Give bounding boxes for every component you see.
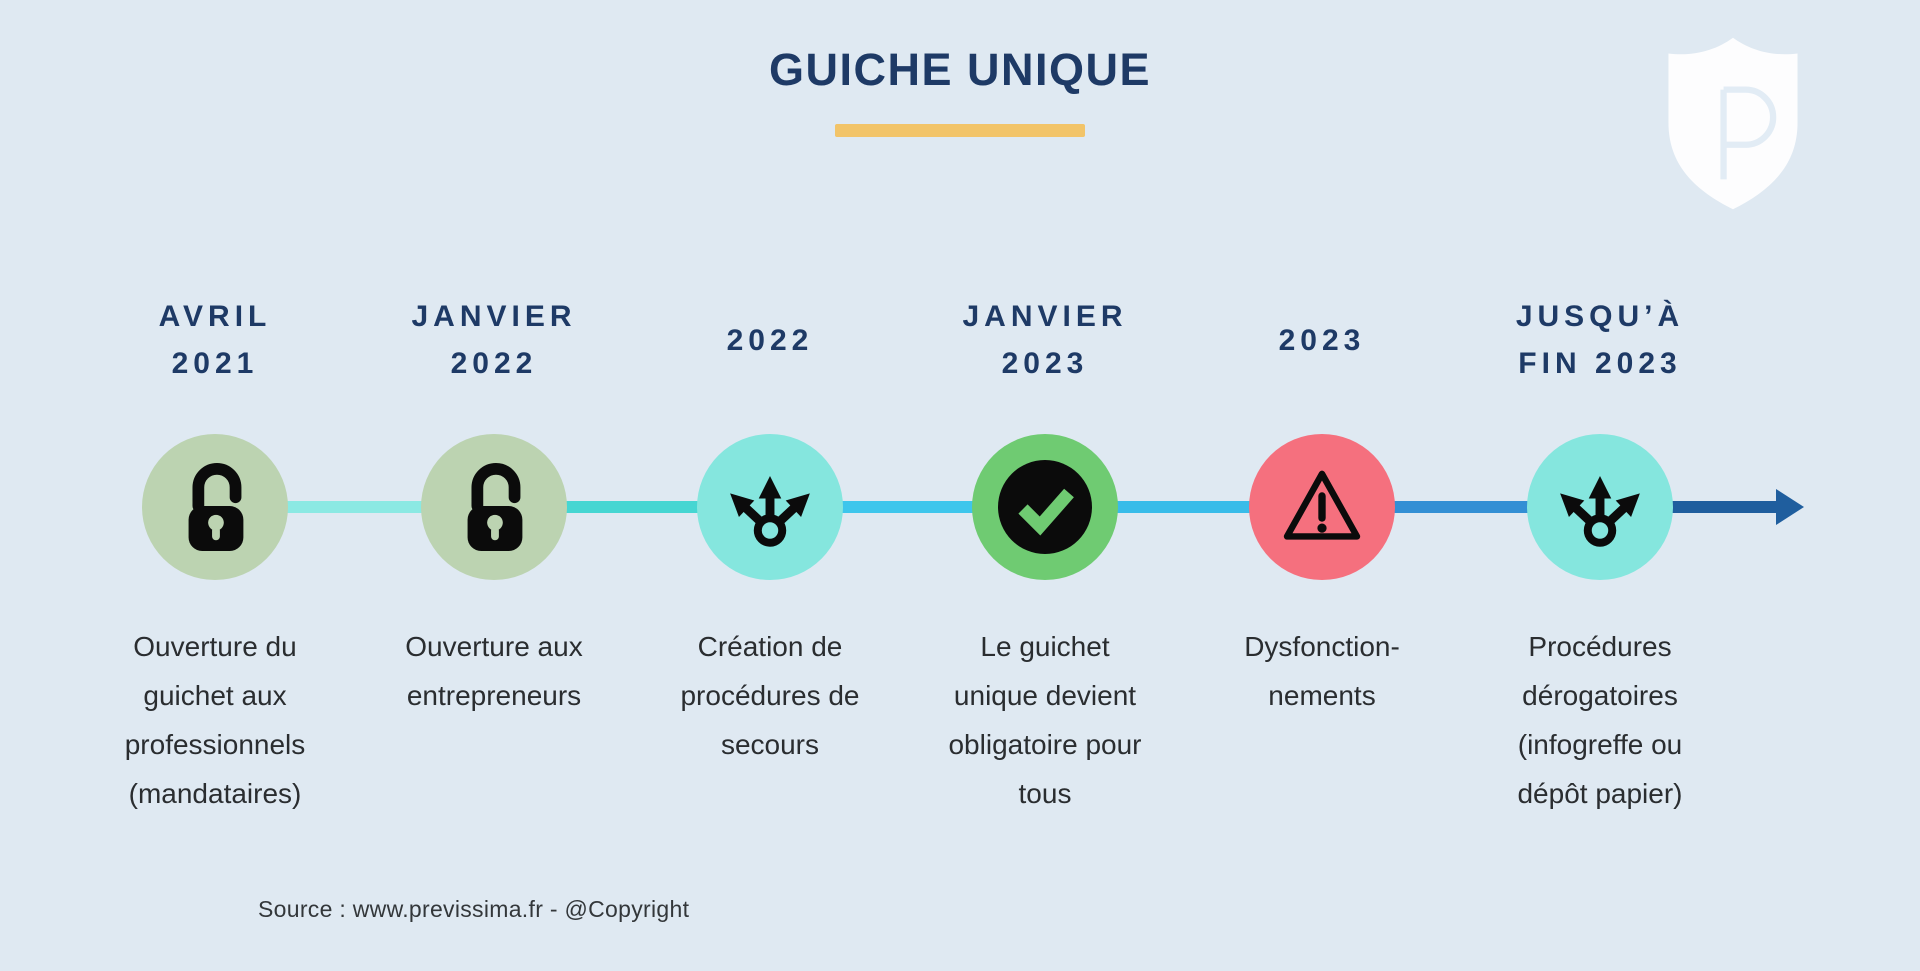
timeline-node-circle <box>972 434 1118 580</box>
date-line: FIN 2023 <box>1518 347 1682 380</box>
date-label <box>1460 290 1740 390</box>
shield-icon <box>1654 33 1812 214</box>
node-description-text: Ouverture du guichet aux professionnels (mandataires) <box>124 631 306 809</box>
date-line: 2023 <box>1278 323 1366 357</box>
node-description-text: Le guichet unique devient obligatoire pour tous <box>948 631 1142 809</box>
date-line: JANVIER <box>411 300 577 333</box>
node-description-text: Création de procédures de secours <box>680 631 860 760</box>
timeline-arrowhead-icon <box>1776 489 1804 525</box>
date-line: 2022 <box>726 323 814 357</box>
date-line: 2022 <box>450 347 538 380</box>
warning-icon <box>1276 461 1368 553</box>
node-description <box>630 622 910 769</box>
title-underline <box>835 124 1085 137</box>
date-label <box>630 290 910 390</box>
source-text: Source : www.previssima.fr - @Copyright <box>258 896 690 922</box>
date-label <box>905 290 1185 390</box>
node-description <box>905 622 1185 818</box>
timeline-node-circle <box>421 434 567 580</box>
node-description <box>1182 622 1462 720</box>
timeline-node-circle <box>697 434 843 580</box>
date-line: 2021 <box>171 347 259 380</box>
date-label <box>1182 290 1462 390</box>
timeline-node-circle <box>1527 434 1673 580</box>
date-line: 2023 <box>1001 347 1089 380</box>
node-description-text: Ouverture aux entrepreneurs <box>405 631 583 711</box>
page-title: GUICHE UNIQUE <box>768 44 1152 95</box>
unlock-icon <box>169 458 261 556</box>
date-label <box>75 290 355 390</box>
check-icon <box>995 457 1095 557</box>
timeline-node-circle <box>142 434 288 580</box>
node-description <box>75 622 355 818</box>
node-description <box>1460 622 1740 818</box>
branch-icon <box>1553 460 1647 554</box>
date-label <box>354 290 634 390</box>
node-description-text: Dysfonction-nements <box>1244 631 1400 711</box>
node-description-text: Procédures dérogatoires (infogreffe ou dépôt papier) <box>1517 631 1683 809</box>
date-line: AVRIL <box>158 300 272 333</box>
date-line: JANVIER <box>962 300 1128 333</box>
unlock-icon <box>448 458 540 556</box>
branch-icon <box>723 460 817 554</box>
previssima-logo <box>1654 33 1812 214</box>
node-description <box>354 622 634 720</box>
timeline-node-circle <box>1249 434 1395 580</box>
date-line: JUSQU’À <box>1515 300 1685 333</box>
